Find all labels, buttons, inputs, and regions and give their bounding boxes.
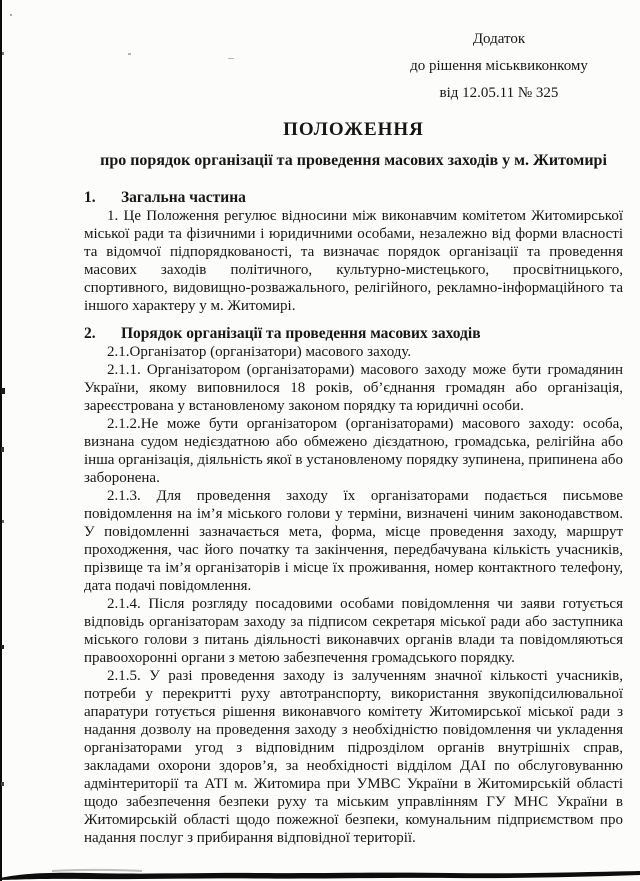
section-2-heading-text: Порядок організації та проведення масових заходів <box>121 325 481 342</box>
section-general <box>84 189 623 315</box>
scan-speck <box>2 52 4 55</box>
scan-speck <box>10 14 12 16</box>
paragraph-2-1-3: 2.1.3. Для проведення заходу їх організаторами подається письмове повідомлення на ім’я міського голови у терміни, визначені чиним законодавством. У повідомленні зазначається мета, форма, місце проведення заходу, маршрут проходження, час його початку та закінчення, передбачувана кількість учасників, прізвище та ім’я організаторів і місце їх проживання, номер контактного телефону, дата подачі повідомлення. <box>84 488 623 594</box>
document-subtitle: про порядок організації та проведення масових заходів у м. Житомирі <box>100 152 607 169</box>
paragraph-2-1-5: 2.1.5. У разі проведення заходу із залученням значної кількості учасників, потреби у перекритті руху автотранспорту, використання звукопідсилювальної апаратури готується рішення виконавчого комітету Житомирської міської ради з надання дозволу на проведення заходу з необхідністю повідомлення чи укладення організаторами угод з відповідним підрозділом органів внутрішніх справ, закладами охорони здоров’я, за необхідності відділом ДАІ по обслуговуванню адмінтериторії та АТІ м. Житомира при УМВС України в Житомирській області щодо забезпечення безпеки руху та міським управлінням ГУ МНС України в Житомирській області щодо пожежної безпеки, комунальним підприємством про надання послуг з прибирання відповідної території. <box>84 668 623 846</box>
section-2-heading <box>84 325 623 343</box>
paragraph-1: 1. Це Положення регулює відносини між виконавчим комітетом Житомирської міської ради та фізичними і юридичними особами, незалежно від форми власності та відомчої підпорядкованості, та визначає порядок організації та проведення масових заходів політичного, культурно-мистецького, просвітницького, спортивного, видовищно-розважального, релігійного, рекламно-інформаційного та іншого характеру у м. Житомирі. <box>84 208 623 314</box>
paragraph-2-1: 2.1.Організатор (організатори) масового заходу. <box>107 344 412 360</box>
scan-speck <box>1 388 5 394</box>
paragraph-2-1-4: 2.1.4. Після розгляду посадовими особами повідомлення чи заяви готується відповідь організаторам заходу за підписом секретаря міської ради або заступника міського голови з питань діяльності виконавчих органів влади та повідомляються правоохоронні органи з метою забезпечення громадського порядку. <box>84 596 623 666</box>
paragraph-2-1-1: 2.1.1. Організатором (організаторами) масового заходу може бути громадянин України, якому виповнилося 18 років, об’єднання громадян або організація, зареєстрована у встановленому законом порядку та юридичні особи. <box>84 362 623 414</box>
scan-speck <box>1 782 4 786</box>
section-2-number: 2. <box>84 325 96 342</box>
document-content <box>84 0 623 847</box>
section-order <box>84 325 623 847</box>
section-1-number: 1. <box>84 189 96 206</box>
scan-speck <box>1 447 4 452</box>
paragraph-2-1-2: 2.1.2.Не може бути організатором (організаторами) масового заходу: особа, визнана судом недієздатною або обмежено дієздатною, громадська, релігійна або інша організація, діяльність якої в установленому порядку зупинена, припинена або заборонена. <box>84 416 623 486</box>
appendix-reference-block <box>383 26 615 107</box>
section-1-heading-text: Загальна частина <box>121 189 246 206</box>
appendix-label: Додаток <box>472 31 526 47</box>
scan-left-edge-artifact <box>0 0 2 881</box>
appendix-decision-line: до рішення міськвиконкому <box>410 58 588 74</box>
appendix-date-number: від 12.05.11 № 325 <box>439 85 559 101</box>
scan-speck <box>1 645 4 649</box>
section-1-heading <box>84 189 623 207</box>
scan-speck <box>2 520 4 523</box>
scan-bottom-edge-artifact <box>0 865 640 881</box>
document-title: ПОЛОЖЕННЯ <box>283 119 424 140</box>
